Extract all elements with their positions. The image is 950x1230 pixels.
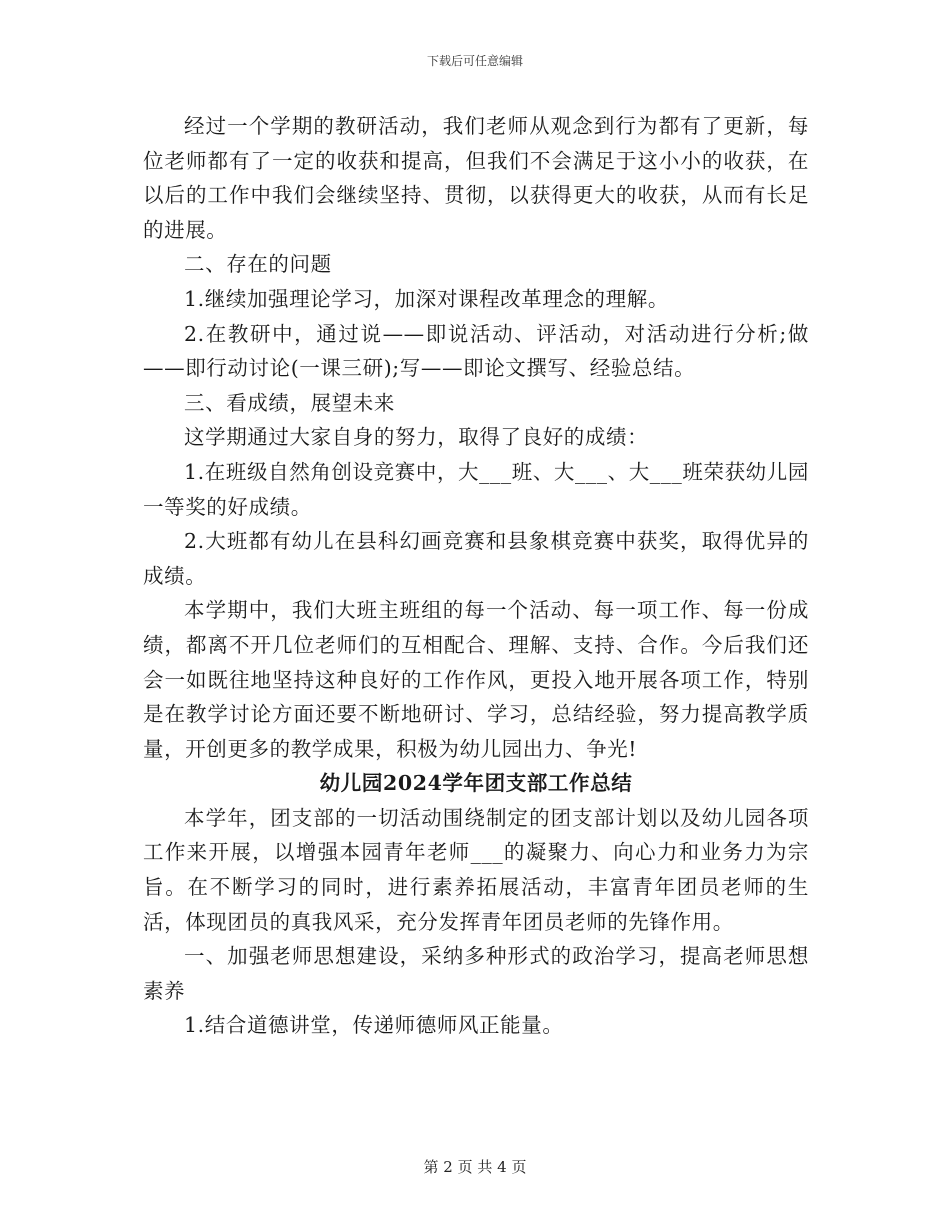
paragraph: 这学期通过大家自身的努力，取得了良好的成绩：: [184, 425, 649, 450]
page-header: 下载后可任意编辑: [426, 54, 523, 68]
list-item: 1.结合道德讲堂，传递师德师风正能量。: [184, 1013, 564, 1038]
list-item: 1.在班级自然角创设竞赛中，大___班、大___、大___班荣获幼儿园一等奖的好成绩。: [143, 459, 809, 519]
paragraph: 本学期中，我们大班主班组的每一个活动、每一项工作、每一份成绩，都离不开几位老师们的互相配合、理解、支持、合作。今后我们还会一如既往地坚持这种良好的工作作风，更投入地开展各项工作，特别是在教学讨论方面还要不断地研讨、学习，总结经验，努力提高教学质量，开创更多的教学成果，积极为幼儿园出力、争光!: [143, 598, 809, 761]
document-body: [143, 109, 809, 1043]
paragraph: 本学年，团支部的一切活动围绕制定的团支部计划以及幼儿园各项工作来开展，以增强本园青年老师___的凝聚力、向心力和业务力为宗旨。在不断学习的同时，进行素养拓展活动，丰富青年团员老师的生活，体现团员的真我风采，充分发挥青年团员老师的先锋作用。: [143, 805, 809, 934]
list-item: 1.继续加强理论学习，加深对课程改革理念的理解。: [184, 286, 669, 311]
document-title: 幼儿园2024学年团支部工作总结: [319, 771, 633, 796]
section-heading: 二、存在的问题: [184, 252, 332, 277]
list-item: 2.在教研中，通过说——即说活动、评活动，对活动进行分析;做——即行动讨论(一课三研);写——即论文撰写、经验总结。: [143, 321, 809, 381]
paragraph: 经过一个学期的教研活动，我们老师从观念到行为都有了更新，每位老师都有了一定的收获和提高，但我们不会满足于这小小的收获，在以后的工作中我们会继续坚持、贯彻，以获得更大的收获，从而有长足的进展。: [143, 114, 809, 242]
page-footer: 第 2 页 共 4 页: [423, 1158, 527, 1176]
list-item: 2.大班都有幼儿在县科幻画竞赛和县象棋竞赛中获奖，取得优异的成绩。: [143, 529, 809, 588]
section-heading: 一、加强老师思想建设，采纳多种形式的政治学习，提高老师思想素养: [143, 944, 809, 1003]
section-heading: 三、看成绩，展望未来: [184, 390, 395, 415]
